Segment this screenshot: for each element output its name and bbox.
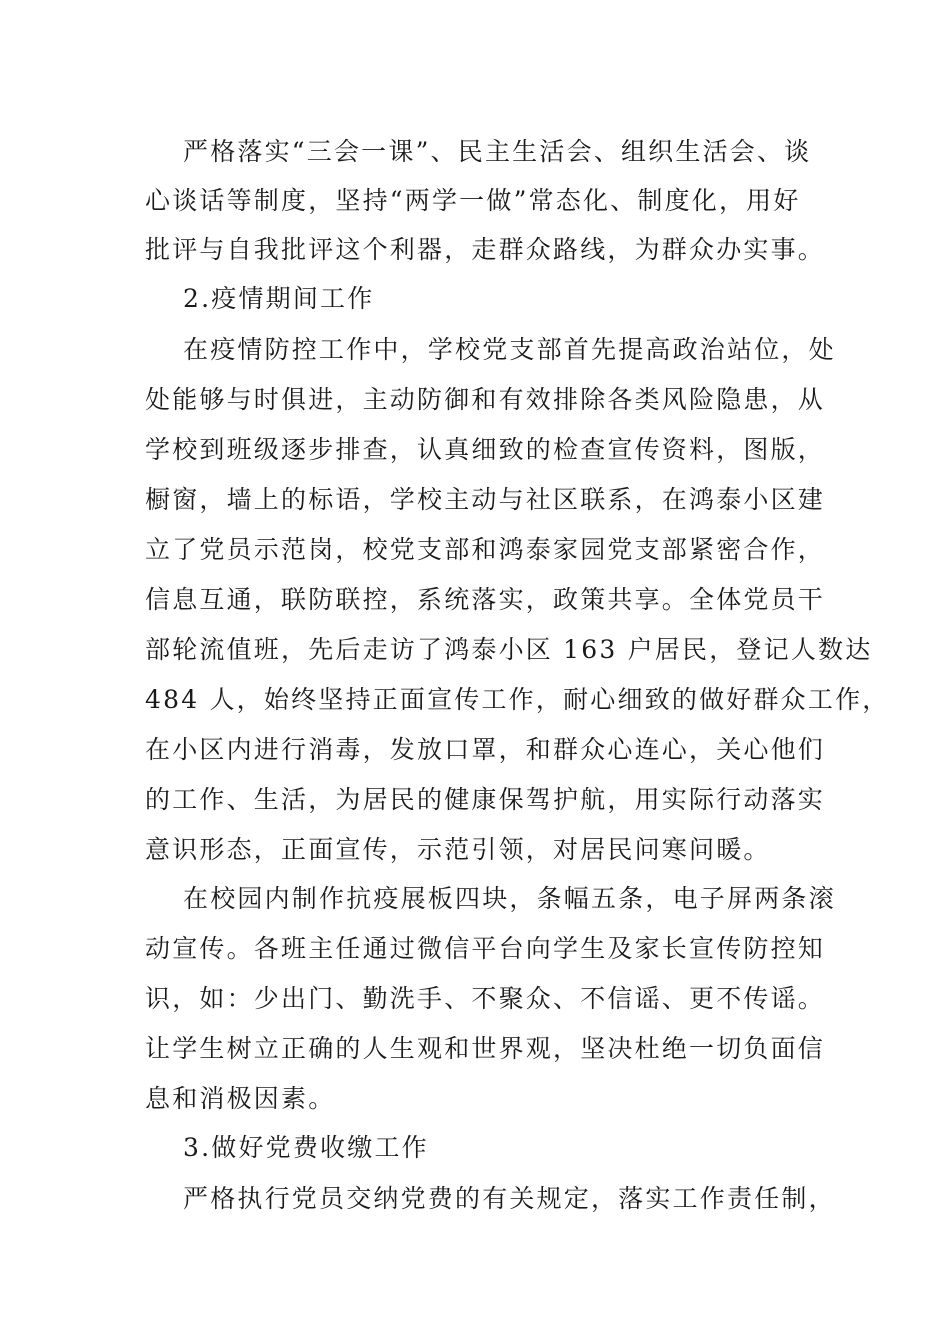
section-heading: 2.疫情期间工作 xyxy=(183,284,375,313)
text-line: 484 人，始终坚持正面宣传工作，耐心细致的做好群众工作， xyxy=(145,685,890,714)
text-line: 学校到班级逐步排查，认真细致的检查宣传资料，图版， xyxy=(145,435,826,464)
text-line: 的工作、生活，为居民的健康保驾护航，用实际行动落实 xyxy=(145,785,826,814)
section-heading: 3.做好党费收缴工作 xyxy=(183,1133,429,1162)
text-line: 在校园内制作抗疫展板四块，条幅五条，电子屏两条滚 xyxy=(183,884,836,913)
text-line: 心谈话等制度，坚持“两学一做”常态化、制度化，用好 xyxy=(145,186,801,215)
text-line: 处能够与时俱进，主动防御和有效排除各类风险隐患，从 xyxy=(145,385,826,414)
text-line: 严格执行党员交纳党费的有关规定，落实工作责任制， xyxy=(183,1184,836,1213)
text-line: 批评与自我批评这个利器，走群众路线，为群众办实事。 xyxy=(145,235,826,264)
text-line: 意识形态，正面宣传，示范引领，对居民问寒问暖。 xyxy=(145,835,771,864)
text-line: 让学生树立正确的人生观和世界观，坚决杜绝一切负面信 xyxy=(145,1034,826,1063)
text-line: 动宣传。各班主任通过微信平台向学生及家长宣传防控知 xyxy=(145,934,826,963)
text-line: 息和消极因素。 xyxy=(145,1084,336,1113)
text-line: 在小区内进行消毒，发放口罩，和群众心连心，关心他们 xyxy=(145,735,826,764)
text-line: 识，如：少出门、勤洗手、不聚众、不信谣、更不传谣。 xyxy=(145,984,826,1013)
text-line: 信息互通，联防联控，系统落实，政策共享。全体党员干 xyxy=(145,585,826,614)
text-line: 严格落实“三会一课”、民主生活会、组织生活会、谈 xyxy=(183,137,812,166)
text-line: 在疫情防控工作中，学校党支部首先提高政治站位，处 xyxy=(183,335,836,364)
text-line: 立了党员示范岗，校党支部和鸿泰家园党支部紧密合作， xyxy=(145,535,826,564)
text-line: 橱窗，墙上的标语，学校主动与社区联系，在鸿泰小区建 xyxy=(145,485,826,514)
text-line: 部轮流值班，先后走访了鸿泰小区 163 户居民，登记人数达 xyxy=(145,635,873,664)
